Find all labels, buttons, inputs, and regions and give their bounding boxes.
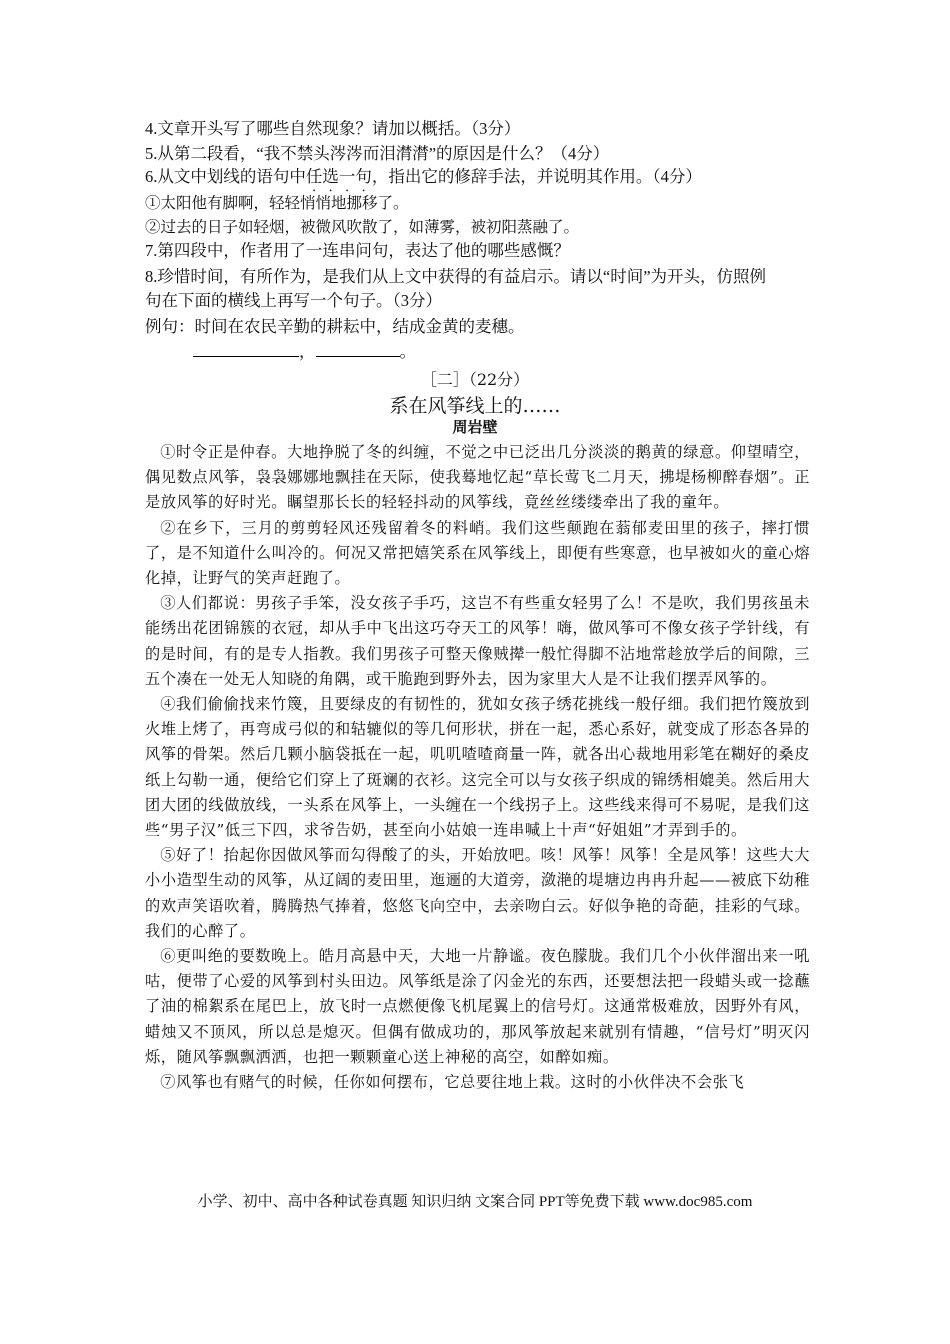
emphasis-char: 任 xyxy=(305,167,323,186)
answer-blanks xyxy=(193,341,416,363)
emphasis-char: 一 xyxy=(338,167,356,186)
paragraph-5: ⑤好了！抬起你因做风筝而勾得酸了的头，开始放吧。咳！风筝！风筝！全是风筝！这些大大小小造型生动的风筝，从辽阔的麦田里，迤逦的大道旁，潋滟的堤塘边冉冉升起——被底下幼稚的欢声笑语吹着，腾腾热气捧着，悠悠飞向空中，去亲吻白云。好似争艳的奇葩，挂彩的气球。我们的心醉了。 xyxy=(145,846,810,940)
question-6 xyxy=(145,166,702,188)
article-title: 系在风筝线上的…… xyxy=(389,395,561,417)
page-footer: 小学、初中、高中各种试卷真题 知识归纳 文案合同 PPT等免费下载 www.doc985.com xyxy=(197,1194,753,1210)
article-author: 周岩壁 xyxy=(452,418,498,436)
blank-comma: ， xyxy=(299,342,316,361)
article-body xyxy=(145,440,810,1095)
paragraph-4: ④我们偷偷找来竹篾，且要绿皮的有韧性的，犹如女孩子绣花挑线一般仔细。我们把竹篾放到火堆上烤了，再弯成弓似的和轱辘似的等几何形状，拼在一起，悉心系好，就变成了形态各异的风筝的骨架。然后几颗小脑袋抵在一起，叽叽喳喳商量一阵，就各出心裁地用彩笔在糊好的桑皮纸上勾勒一通，便给它们穿上了斑斓的衣衫。这完全可以与女孩子织成的锦绣相媲美。然后用大团大团的线做放线，一头系在风筝上，一头缠在一个线拐子上。这些线来得可不易呢，是我们这些“男子汉”低三下四，求爷告奶，甚至向小姑娘一连串喊上十声“好姐姐”才弄到手的。 xyxy=(145,695,810,840)
question-6-option-1: ①太阳他有脚啊，轻轻悄悄地挪移了。 xyxy=(145,194,409,212)
question-6-prefix: 6.从文中划线的语句中 xyxy=(145,167,306,186)
question-6-suffix: ，指出它的修辞手法，并说明其作用。（4分） xyxy=(371,167,702,186)
blank-period: 。 xyxy=(399,342,416,361)
question-6-option-2: ②过去的日子如轻烟，被微风吹散了，如薄雾，被初阳蒸融了。 xyxy=(145,218,580,236)
question-8-line-1: 8.珍惜时间，有所作为，是我们从上文中获得的有益启示。请以“时间”为开头，仿照例 xyxy=(145,267,767,286)
emphasis-char: 选 xyxy=(322,167,339,186)
answer-blank-1[interactable] xyxy=(193,342,299,357)
question-7: 7.第四段中，作者用了一连串问句，表达了他的哪些感慨？ xyxy=(145,241,570,260)
paragraph-2: ②在乡下，三月的剪剪轻风还残留着冬的料峭。我们这些颠跑在蓊郁麦田里的孩子，摔打惯了，是不知道什么叫冷的。何况又常把嬉笑系在风筝线上，即便有些寒意，也早被如火的童心熔化掉，让野气的笑声赶跑了。 xyxy=(145,518,810,588)
emphasis-char: 句 xyxy=(355,167,372,186)
question-6-emphasis xyxy=(306,167,372,186)
question-4: 4.文章开头写了哪些自然现象？请加以概括。（3分） xyxy=(145,119,521,138)
section-header: ［二］（22分） xyxy=(420,370,530,389)
paragraph-3: ③人们都说：男孩子手笨，没女孩子手巧，这岂不有些重女轻男了么！不是吹，我们男孩虽未能绣出花团锦簇的衣冠，却从手中飞出这巧夺天工的风筝！嗨，做风筝可不像女孩子学针线，有的是时间，有的是专人指教。我们男孩子可整天像贼撵一般忙得脚不沾地常趁放学后的间隙，三五个凑在一处无人知晓的角隅，或干脆跑到野外去，因为家里大人是不让我们摆弄风筝的。 xyxy=(145,594,810,688)
question-8-line-2: 句在下面的横线上再写一个句子。（3分） xyxy=(145,291,442,310)
example-sentence: 例句：时间在农民辛勤的耕耘中，结成金黄的麦穗。 xyxy=(145,317,525,336)
paragraph-1: ①时令正是仲春。大地挣脱了冬的纠缠，不觉之中已泛出几分淡淡的鹅黄的绿意。仰望晴空，偶见数点风筝，袅袅娜娜地飘挂在天际，使我蓦地忆起“草长莺飞二月天，拂堤杨柳醉春烟”。正是放风筝的好时光。瞩望那长长的轻轻抖动的风筝线，竟丝丝缕缕牵出了我的童年。 xyxy=(145,443,810,512)
answer-blank-2[interactable] xyxy=(316,342,400,357)
paragraph-7: ⑦风筝也有赌气的时候，任你如何摆布，它总要往地上栽。这时的小伙伴决不会张飞 xyxy=(160,1073,745,1092)
paragraph-6: ⑥更叫绝的要数晚上。皓月高悬中天，大地一片静谧。夜色朦胧。我们几个小伙伴溜出来一吼咕，便带了心爱的风筝到村头田边。风筝纸是涂了闪金光的东西，还要想法把一段蜡头或一捻蘸了油的棉絮系在尾巴上，放飞时一点燃便像飞机尾翼上的信号灯。这通常极难放，因野外有风，蜡烛又不顶风，所以总是熄灭。但偶有做成功的，那风筝放起来就别有情趣，“信号灯”明灭闪烁，随风筝飘飘洒洒，也把一颗颗童心送上神秘的高空，如醉如痴。 xyxy=(145,947,810,1066)
question-5: 5.从第二段看，“我不禁头涔涔而泪潸潸”的原因是什么？（4分） xyxy=(145,144,610,163)
